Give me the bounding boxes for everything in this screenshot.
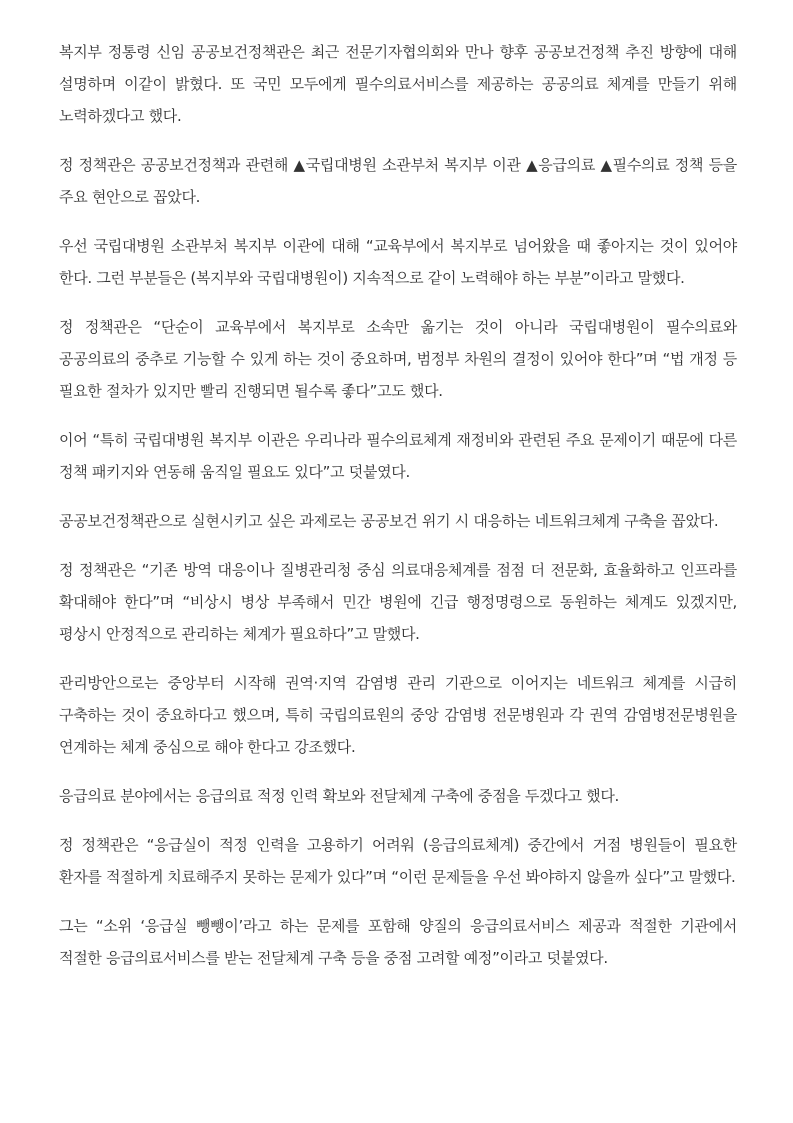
paragraph-6: 공공보건정책관으로 실현시키고 싶은 과제로는 공공보건 위기 시 대응하는 네트워크체계 구축을 꼽았다.	[59, 512, 719, 530]
paragraph-9: 응급의료 분야에서는 응급의료 적정 인력 확보와 전달체계 구축에 중점을 두겠다고 했다.	[59, 787, 619, 805]
paragraph-3: 우선 국립대병원 소관부처 복지부 이관에 대해 “교육부에서 복지부로 넘어왔을 때 좋아지는 것이 있어야 한다. 그런 부분들은 (복지부와 국립대병원이) 지속적으로 같이 노력해야 하는 부분”이라고 말했다.	[59, 237, 737, 287]
article-body	[59, 36, 737, 991]
paragraph-11: 그는 “소위 ‘응급실 뺑뺑이’라고 하는 문제를 포함해 양질의 응급의료서비스 제공과 적절한 기관에서 적절한 응급의료서비스를 받는 전달체계 구축 등을 중점 고려할 예정”이라고 덧붙였다.	[59, 917, 737, 967]
paragraph-4: 정 정책관은 “단순이 교육부에서 복지부로 소속만 옮기는 것이 아니라 국립대병원이 필수의료와 공공의료의 중추로 기능할 수 있게 하는 것이 중요하며, 범정부 차원의 결정이 있어야 한다”며 “법 개정 등 필요한 절차가 있지만 빨리 진행되면 될수록 좋다”고도 했다.	[59, 318, 737, 400]
paragraph-1: 복지부 정통령 신임 공공보건정책관은 최근 전문기자협의회와 만나 향후 공공보건정책 추진 방향에 대해 설명하며 이같이 밝혔다. 또 국민 모두에게 필수의료서비스를 제공하는 공공의료 체계를 만들기 위해 노력하겠다고 했다.	[59, 43, 737, 125]
paragraph-8: 관리방안으로는 중앙부터 시작해 권역·지역 감염병 관리 기관으로 이어지는 네트워크 체계를 시급히 구축하는 것이 중요하다고 했으며, 특히 국립의료원의 중앙 감염병 전문병원과 각 권역 감염병전문병원을 연계하는 체계 중심으로 해야 한다고 강조했다.	[59, 674, 737, 756]
paragraph-2: 정 정책관은 공공보건정책과 관련해 ▲국립대병원 소관부처 복지부 이관 ▲응급의료 ▲필수의료 정책 등을 주요 현안으로 꼽았다.	[59, 156, 737, 206]
paragraph-5: 이어 “특히 국립대병원 복지부 이관은 우리나라 필수의료체계 재정비와 관련된 주요 문제이기 때문에 다른 정책 패키지와 연동해 움직일 필요도 있다”고 덧붙였다.	[59, 431, 737, 481]
paragraph-7: 정 정책관은 “기존 방역 대응이나 질병관리청 중심 의료대응체계를 점점 더 전문화, 효율화하고 인프라를 확대해야 한다”며 “비상시 병상 부족해서 민간 병원에 긴급 행정명령으로 동원하는 체계도 있겠지만, 평상시 안정적으로 관리하는 체계가 필요하다”고 말했다.	[59, 561, 737, 643]
paragraph-10: 정 정책관은 “응급실이 적정 인력을 고용하기 어려워 (응급의료체계) 중간에서 거점 병원들이 필요한 환자를 적절하게 치료해주지 못하는 문제가 있다”며 “이런 문제들을 우선 봐야하지 않을까 싶다”고 말했다.	[59, 836, 737, 886]
